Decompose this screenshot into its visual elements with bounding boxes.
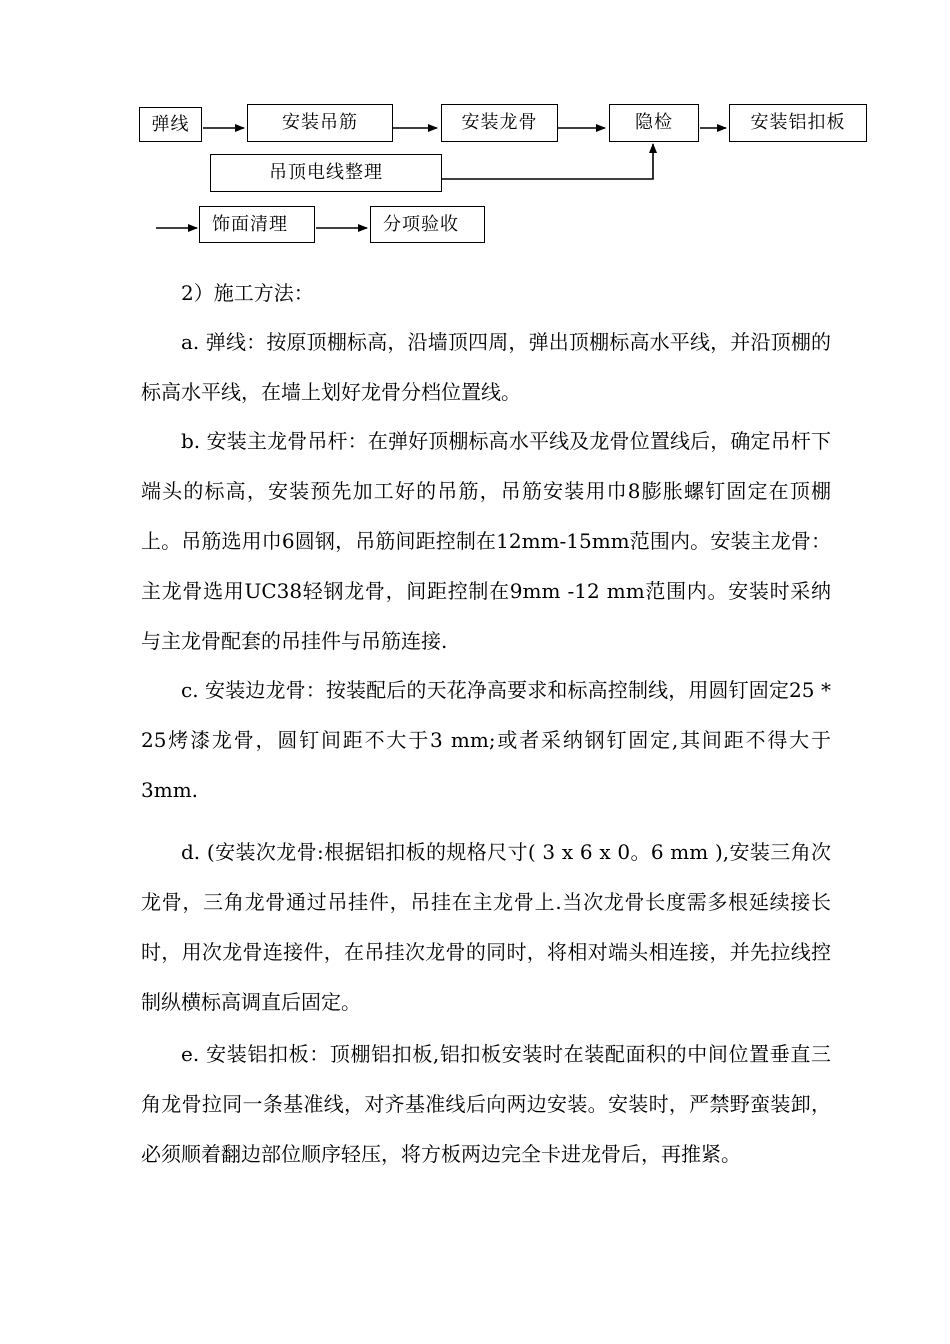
paragraph-e-block — [141, 1029, 831, 1179]
paragraph-b: b. 安装主龙骨吊杆：在弹好顶棚标高水平线及龙骨位置线后，确定吊杆下端头的标高，安装预先加工好的吊筋，吊筋安装用巾8膨胀螺钉固定在顶棚上。吊筋选用巾6圆钢，吊筋间距控制在12mm-15mm范围内。安装主龙骨：主龙骨选用UC38轻钢龙骨，间距控制在9mm -12 mm范围内。安装时采纳与主龙骨配套的吊挂件与吊筋连接. — [141, 429, 831, 653]
flow-step-diaoding-dianxian: 吊顶电线整理 — [210, 154, 442, 192]
flow-step-anzhuang-lvkouban: 安装铝扣板 — [729, 104, 867, 142]
section-heading: 2）施工方法： — [181, 281, 314, 305]
paragraph-a: a. 弹线：按原顶棚标高，沿墙顶四周，弹出顶棚标高水平线，并沿顶棚的标高水平线，在墙上划好龙骨分档位置线。 — [141, 330, 831, 404]
flow-step-anzhuang-longgu: 安装龙骨 — [441, 104, 558, 142]
paragraph-b-block — [141, 416, 831, 666]
flow-step-tanxian: 弹线 — [139, 107, 202, 142]
paragraph-e: e. 安装铝扣板：顶棚铝扣板,铝扣板安装时在装配面积的中间位置垂直三角龙骨拉同一条基准线，对齐基准线后向两边安装。安装时，严禁野蛮装卸，必须顺着翻边部位顺序轻压，将方板两边完全卡进龙骨后，再推紧。 — [141, 1042, 831, 1166]
flow-step-anzhuang-diaojin: 安装吊筋 — [247, 104, 393, 142]
flow-step-shimian-qingli: 饰面清理 — [199, 206, 315, 243]
section-heading-block — [141, 268, 831, 318]
flow-step-fenxiang-yanshou: 分项验收 — [370, 206, 485, 243]
paragraph-d: d. (安装次龙骨:根据铝扣板的规格尺寸( 3 x 6 x 0。6 mm ),安装三角次龙骨，三角龙骨通过吊挂件，吊挂在主龙骨上.当次龙骨长度需多根延续接长时，用次龙骨连接件，在吊挂次龙骨的同时，将相对端头相连接，并先拉线控制纵横标高调直后固定。 — [141, 840, 831, 1014]
paragraph-c: c. 安装边龙骨：按装配后的天花净高要求和标高控制线，用圆钉固定25 * 25烤漆龙骨，圆钉间距不大于3 mm;或者采纳钢钉固定,其间距不得大于3mm. — [141, 678, 831, 802]
paragraph-d-block — [141, 827, 831, 1027]
paragraph-c-block — [141, 665, 831, 815]
arrow-dianxian-to-yinjian — [442, 144, 653, 179]
paragraph-a-block — [141, 317, 831, 417]
flow-step-yinjian: 隐检 — [609, 104, 699, 142]
construction-flowchart — [0, 0, 950, 260]
